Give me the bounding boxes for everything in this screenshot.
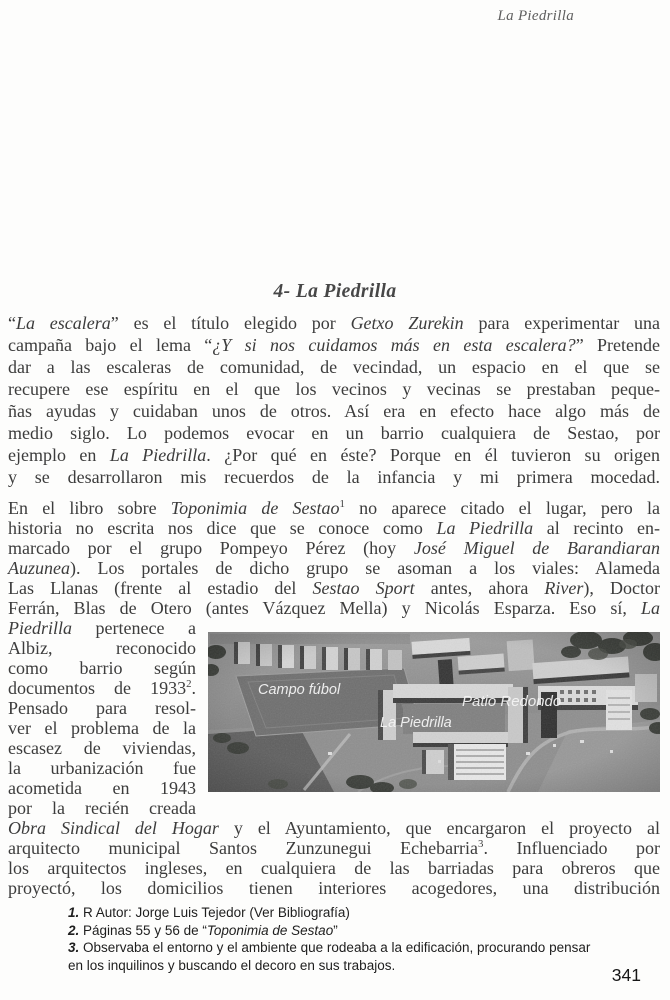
text-line: “La escalera” es el título elegido por Getxo Zurekin para experimentar una bbox=[8, 313, 660, 333]
text-line: acometida en 1943 bbox=[8, 778, 196, 798]
text-line: 2. Páginas 55 y 56 de “Toponimia de Sestao” bbox=[68, 922, 338, 938]
paragraph-2-bottom bbox=[8, 818, 660, 898]
text-line: la urbanización fue bbox=[8, 758, 196, 778]
text-line: arquitecto municipal Santos Zunzunegui Echebarria$^3$. Influenciado por bbox=[8, 838, 660, 858]
text-line: ver el problema de la bbox=[8, 718, 196, 738]
text-line: Obra Sindical del Hogar y el Ayuntamiento, que encargaron el proyecto al bbox=[8, 818, 660, 838]
text-line: proyectó, los domicilios tienen interiores acogedores, una distribución bbox=[8, 878, 660, 898]
text-line: marcado por el grupo Pompeyo Pérez (hoy José Miguel de Barandiaran bbox=[8, 538, 660, 558]
text-line: recupere ese espíritu en el que los vecinos y vecinas se prestaban peque- bbox=[8, 379, 660, 399]
page-number: 341 bbox=[611, 965, 641, 985]
text-line: historia no escrita nos dice que se conoce como La Piedrilla al recinto en- bbox=[8, 518, 660, 538]
text-line: Auzunea). Los portales de dicho grupo se asoman a los viales: Alameda bbox=[8, 558, 660, 578]
text-line: ñas ayudas y cuidaban unos de otros. Así era en efecto hace algo más de bbox=[8, 401, 660, 421]
text-line: 1. R Autor: Jorge Luis Tejedor (Ver Bibliografía) bbox=[68, 905, 350, 920]
text-line: Piedrilla pertenece a bbox=[8, 618, 196, 638]
text-line: y se desarrollaron mis recuerdos de la infancia y mi primera mocedad. bbox=[8, 467, 660, 487]
text-line: como barrio según bbox=[8, 658, 196, 678]
running-header: La Piedrilla bbox=[497, 8, 574, 24]
body-text bbox=[8, 312, 660, 898]
paragraph-2-top bbox=[8, 498, 660, 618]
text-line: dar a las escaleras de comunidad, de vecindad, un espacio en el que se bbox=[8, 357, 660, 377]
text-line: Pensado para resol- bbox=[8, 698, 196, 718]
text-line: campaña bajo el lema “¿Y si nos cuidamos más en esta escalera?” Pretende bbox=[8, 335, 660, 355]
photo-label-la-piedrilla: La Piedrilla bbox=[380, 715, 452, 731]
paragraph-1 bbox=[8, 312, 660, 488]
paragraph-2-wrapped-column bbox=[8, 618, 196, 818]
text-line: escasez de viviendas, bbox=[8, 738, 196, 758]
section-title: 4- La Piedrilla bbox=[273, 281, 397, 302]
aerial-photo-illustration bbox=[208, 632, 660, 792]
text-line: Ferrán, Blas de Otero (antes Vázquez Mella) y Nicolás Esparza. Eso sí, La bbox=[8, 598, 660, 618]
text-photo-row bbox=[8, 618, 660, 818]
text-line: En el libro sobre Toponimia de Sestao$^1$ no aparece citado el lugar, pero la bbox=[8, 498, 660, 518]
text-line: los arquitectos ingleses, en cualquiera de las barriadas para obreros que bbox=[8, 858, 660, 878]
aerial-photo bbox=[208, 632, 660, 792]
text-line: por la recién creada bbox=[8, 798, 196, 818]
text-line: Albiz, reconocido bbox=[8, 638, 196, 658]
text-line: en los inquilinos y buscando el decoro en sus trabajos. bbox=[68, 957, 396, 973]
text-line: ejemplo en La Piedrilla. ¿Por qué en éste? Porque en él tuvieron su origen bbox=[8, 445, 660, 465]
text-line: medio siglo. Lo podemos evocar en un barrio cualquiera de Sestao, por bbox=[8, 423, 660, 443]
footnotes bbox=[68, 904, 626, 974]
text-line: Las Llanas (frente al estadio del Sestao Sport antes, ahora River), Doctor bbox=[8, 578, 660, 598]
photo-label-patio-redondo: Patio Redondo bbox=[462, 693, 562, 710]
text-line: 3. Observaba el entorno y el ambiente que rodeaba a la edificación, procurando pensar bbox=[68, 940, 591, 955]
photo-label-campo-futbol: Campo fúbol bbox=[258, 682, 341, 698]
text-line: documentos de 1933$^2$. bbox=[8, 678, 196, 698]
